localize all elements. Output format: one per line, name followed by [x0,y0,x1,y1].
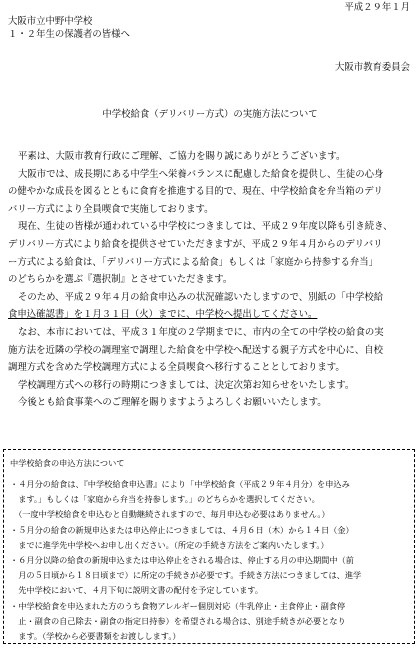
body-line: デリバリー方式により給食を提供させていただきますが、平成２９年４月からのデリバリ [8,238,383,250]
note-line: ・中学校給食を申込まれた方のうち食物アレルギー個別対応（牛乳停止・主食停止・副食停 [10,600,346,611]
body-line: 調理方式を含めた学校調理方式による全員喫食へ移行することとしております。 [8,362,345,374]
body-line: なお、本市においては、平成３１年度の２学期までに、市内の全ての中学校の給食の実 [18,326,384,338]
sender: 大阪市教育委員会 [334,62,410,73]
note-line: 止・副食の自己除去・副食の指定日持参）を希望される場合は、別途手続きが必要となり [10,615,346,626]
note-line: （一度中学校給食を申込むと自動継続されますので、毎月申込む必要はありません。） [10,509,330,520]
body-line: 大阪市では、成長期にある中学生へ栄養バランスに配慮した給食を提供し、生徒の心身 [18,168,384,180]
note-line: ・４月分の給食は、『中学校給食申込書』により「中学校給食（平成２９年４月分）を申込み [10,479,350,489]
body-line: 学校調理方式への移行の時期につきましては、決定次第お知らせをいたします。 [18,379,355,391]
note-line: ます。」もしくは「家庭から弁当を持参します。」のどちらかを選択してください。 [10,494,320,505]
issue-date: 平成２９年１月 [344,2,410,13]
note-line: 先中学校において、４月下旬に説明文書の配付を予定しています。 [10,585,263,596]
note-line: 月の５日頃から１８日頃まで）に所定の手続きが必要です。手続き方法につきましては、進学 [10,570,362,581]
body-line: ー方式による給食は、「デリバリー方式による給食」もしくは「家庭から持参する弁当」 [8,256,379,268]
body-line: の健やかな成長を図るとともに食育を推進する目的で、現在、中学校給食を弁当箱のデリ [8,186,383,198]
note-line: ます。（学校から必要書類をお渡しします。） [10,631,181,642]
body-line: 今後とも給食事業へのご理解を賜りますようよろしくお願いいたします。 [18,397,327,409]
addressee-parents: １・２年生の保護者の皆様へ [8,29,130,40]
document-title: 中学校給食（デリバリー方式）の実施方法について [102,109,318,120]
body-line: 平素は、大阪市教育行政にご理解、ご協力を賜り誠にありがとうございます。 [18,151,346,162]
body-text [8,148,412,412]
application-method-box [3,449,415,644]
note-line: ・５月分の給食の新規申込または申込停止につきましては、４月６日（木）から１４日（金） [10,524,354,535]
body-line: そのため、平成２９年４月の給食申込みの状況確認いたしますので、別紙の「中学校給 [18,291,384,303]
body-line: 施方法を近隣の学校の調理室で調理した給食を中学校へ配送する親子方式を中心に、自校 [8,344,384,356]
note-line: までに進学先中学校へお申し出ください。（所定の手続き方法をご案内いたします。） [10,539,329,550]
notes-heading: 中学校給食の申込方法について [10,458,125,468]
body-line: バリー方式により全員喫食で実施しております。 [8,203,214,215]
addressee-school: 大阪市立中野中学校 [8,16,93,27]
body-line-deadline: 食申込確認書」を１月３１日（火）までに、中学校へ提出してください。 [8,309,318,321]
body-line: 現在、生徒の皆様が通われている中学校につきましては、平成２９年度以降も引き続き、 [18,221,393,233]
notes-list [10,477,361,644]
body-line: のどちらかを選ぶ『選択制』とさせていただきます。 [8,274,233,286]
note-line: ・６月分以降の給食の新規申込または申込停止をされる場合は、停止する月の申込期間中（前 [10,555,354,566]
